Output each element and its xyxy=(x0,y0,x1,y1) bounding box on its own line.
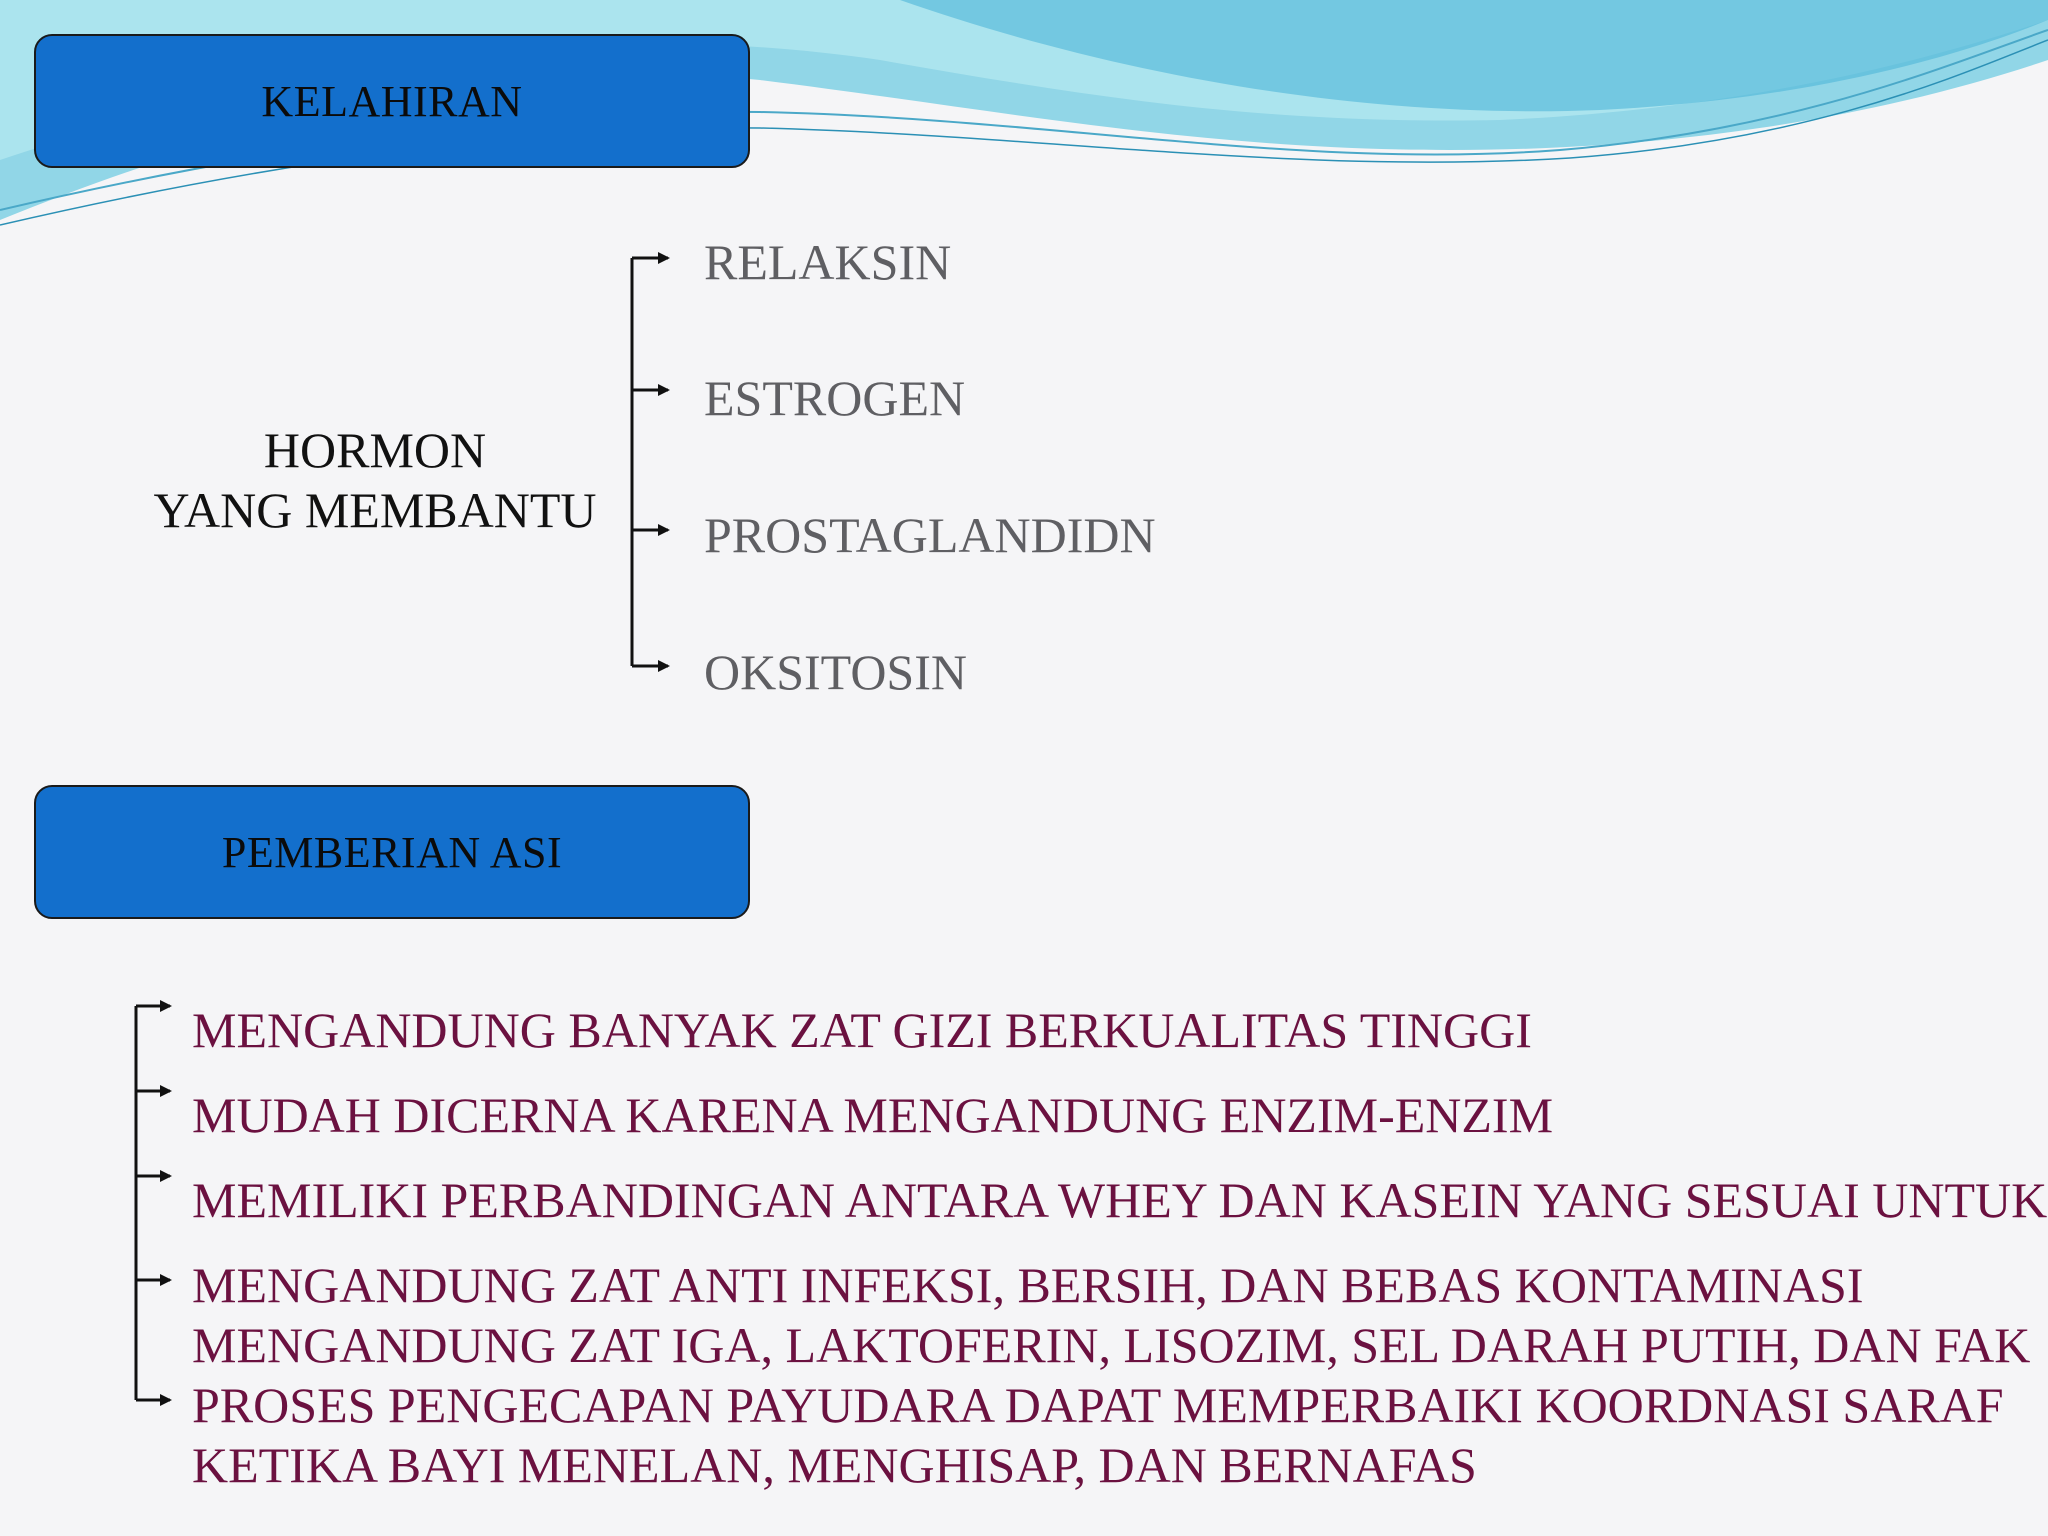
benefit-item-1: MENGANDUNG BANYAK ZAT GIZI BERKUALITAS TINGGI xyxy=(192,1002,1532,1058)
kelahiran-label: KELAHIRAN xyxy=(261,76,523,126)
benefit-item-5: MENGANDUNG ZAT IGA, LAKTOFERIN, LISOZIM, SEL DARAH PUTIH, DAN FAK xyxy=(192,1317,2031,1373)
hormone-item-oksitosin: OKSITOSIN xyxy=(704,644,967,700)
hormone-item-relaksin: RELAKSIN xyxy=(704,234,952,290)
benefit-item-4: MENGANDUNG ZAT ANTI INFEKSI, BERSIH, DAN BEBAS KONTAMINASI xyxy=(192,1257,1864,1313)
hormone-item-prostaglandin: PROSTAGLANDIDN xyxy=(704,507,1156,563)
benefit-item-6: PROSES PENGECAPAN PAYUDARA DAPAT MEMPERBAIKI KOORDNASI SARAF xyxy=(192,1377,2004,1433)
benefit-item-2: MUDAH DICERNA KARENA MENGANDUNG ENZIM-ENZIM xyxy=(192,1087,1554,1143)
pemberian-asi-box[interactable] xyxy=(34,785,750,919)
pemberian-asi-label: PEMBERIAN ASI xyxy=(221,827,563,877)
benefit-item-7: KETIKA BAYI MENELAN, MENGHISAP, DAN BERNAFAS xyxy=(192,1437,1477,1493)
benefit-item-3: MEMILIKI PERBANDINGAN ANTARA WHEY DAN KASEIN YANG SESUAI UNTUK xyxy=(192,1172,2048,1228)
hormon-title-line1: HORMON xyxy=(263,422,487,478)
kelahiran-box[interactable] xyxy=(34,34,750,168)
hormon-title-line2: YANG MEMBANTU xyxy=(153,482,597,538)
hormone-item-estrogen: ESTROGEN xyxy=(704,370,966,426)
hormon-title xyxy=(140,420,610,540)
